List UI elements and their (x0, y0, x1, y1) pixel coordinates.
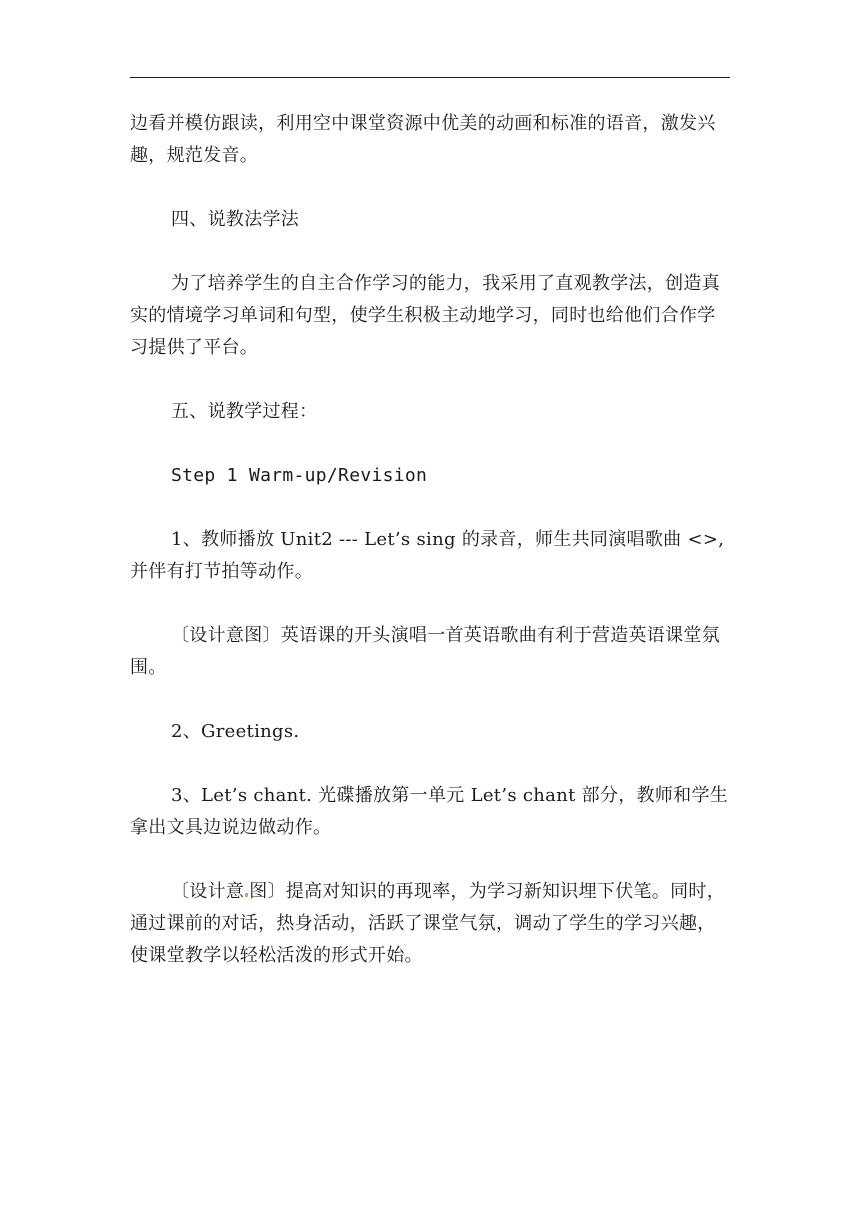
document-body (130, 108, 730, 1004)
paragraph-step-1: 1、教师播放 Unit2 --- Let’s sing 的录音，师生共同演唱歌曲 <>,并伴有打节拍等动作。 (130, 529, 725, 582)
paragraph-design-intent-2 (130, 876, 730, 972)
step-heading-warmup: Step 1 Warm-up/Revision (171, 465, 428, 486)
paragraph-design-intent-1: 〔设计意图〕英语课的开头演唱一首英语歌曲有利于营造英语课堂氛围。 (130, 625, 720, 678)
design-intent-2-start: 〔设计意 (171, 881, 245, 902)
paragraph-step-3: 3、Let’s chant. 光碟播放第一单元 Let’s chant 部分，教师和学生拿出文具边说边做动作。 (130, 785, 729, 838)
section-heading-teaching-methods: 四、说教法学法 (171, 209, 300, 230)
design-intent-2-rest: 图〕提高对知识的再现率，为学习新知识埋下伏笔。同时，通过课前的对话，热身活动，活跃了课堂气氛，调动了学生的学习兴趣，使课堂教学以轻松活泼的形式开始。 (130, 881, 726, 966)
cursor-mark (245, 893, 248, 897)
header-rule (130, 77, 730, 78)
paragraph-step-2: 2、Greetings. (171, 721, 300, 742)
paragraph-teaching-methods: 为了培养学生的自主合作学习的能力，我采用了直观教学法，创造真实的情境学习单词和句型，使学生积极主动地学习，同时也给他们合作学习提供了平台。 (130, 273, 720, 358)
section-heading-teaching-process: 五、说教学过程： (171, 401, 318, 422)
paragraph-continuation: 边看并模仿跟读，利用空中课堂资源中优美的动画和标准的语音，激发兴趣，规范发音。 (130, 113, 716, 166)
